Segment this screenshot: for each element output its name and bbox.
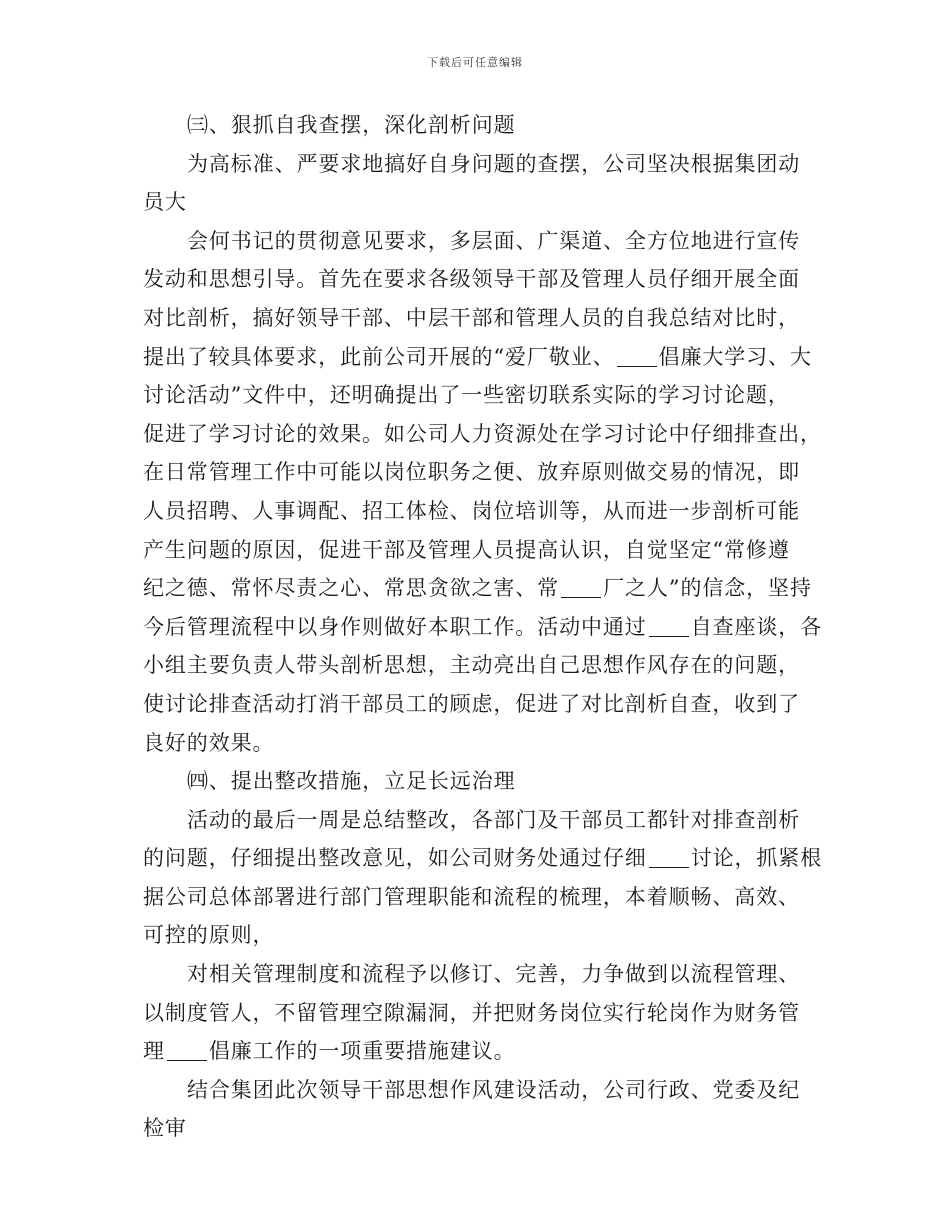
paragraph-line: [143, 260, 823, 299]
text-segment: 今后管理流程中以身作则做好本职工作。活动中通过: [143, 614, 647, 639]
paragraph-line: [143, 415, 823, 454]
fill-in-blank: [649, 614, 689, 637]
text-segment: ㈣、提出整改措施，立足长远治理: [187, 769, 516, 794]
fill-in-blank: [617, 344, 657, 367]
paragraph-line: [143, 994, 823, 1033]
text-segment: 人员招聘、人事调配、招工体检、岗位培训等，从而进一步剖析可能: [143, 498, 800, 523]
paragraph-line: [143, 685, 823, 724]
paragraph-line: [143, 299, 823, 338]
paragraph-line: [143, 338, 823, 377]
paragraph-line: [143, 839, 823, 878]
paragraph-line: [143, 183, 823, 222]
fill-in-blank: [561, 575, 601, 598]
text-segment: 产生问题的原因，促进干部及管理人员提高认识，自觉坚定“常修遵: [143, 537, 790, 562]
paragraph-line: [143, 801, 823, 840]
text-segment: 良好的效果。: [143, 730, 275, 755]
text-segment: 员大: [143, 190, 187, 215]
fill-in-blank: [649, 845, 689, 868]
text-segment: 对比剖析，搞好领导干部、中层干部和管理人员的自我总结对比时，: [143, 305, 800, 330]
text-segment: 倡廉工作的一项重要措施建议。: [208, 1039, 516, 1064]
section-heading: [143, 106, 823, 145]
paragraph-line: [143, 724, 823, 763]
text-segment: 讨论，抓紧根: [690, 846, 823, 871]
paragraph-line: [143, 453, 823, 492]
text-segment: 发动和思想引导。首先在要求各级领导干部及管理人员仔细开展全面: [143, 267, 800, 292]
text-segment: 检审: [143, 1116, 187, 1141]
text-segment: 倡廉大学习、大: [658, 344, 812, 369]
text-segment: 以制度管人，不留管理空隙漏洞，并把财务岗位实行轮岗作为财务管: [143, 1000, 800, 1025]
text-segment: 结合集团此次领导干部思想作风建设活动，公司行政、党委及纪: [187, 1077, 801, 1102]
text-segment: 对相关管理制度和流程予以修订、完善，力争做到以流程管理、: [187, 962, 801, 987]
text-segment: 自查座谈，各: [690, 614, 823, 639]
paragraph-line: [143, 878, 823, 917]
text-segment: 理: [143, 1039, 165, 1064]
text-segment: 据公司总体部署进行部门管理职能和流程的梳理，本着顺畅、高效、: [143, 884, 800, 909]
paragraph-line: [143, 608, 823, 647]
paragraph-line: [143, 376, 823, 415]
paragraph-line: [143, 145, 823, 184]
text-segment: 的问题，仔细提出整改意见，如公司财务处通过仔细: [143, 846, 647, 871]
paragraph-line: [143, 569, 823, 608]
paragraph-line: [143, 1109, 823, 1148]
document-body: [143, 106, 823, 1148]
text-segment: 会何书记的贯彻意见要求，多层面、广渠道、全方位地进行宣传: [187, 228, 801, 253]
page-header: 下载后可任意编辑: [427, 56, 523, 69]
text-segment: 小组主要负责人带头剖析思想，主动亮出自己思想作风存在的问题，: [143, 653, 800, 678]
paragraph-line: [143, 492, 823, 531]
text-segment: ㈢、狠抓自我查摆，深化剖析问题: [187, 113, 516, 137]
text-segment: 使讨论排查活动打消干部员工的顾虑，促进了对比剖析自查，收到了: [143, 691, 800, 716]
text-segment: 在日常管理工作中可能以岗位职务之便、放弃原则做交易的情况，即: [143, 460, 800, 485]
text-segment: 促进了学习讨论的效果。如公司人力资源处在学习讨论中仔细排查出，: [143, 421, 822, 446]
paragraph-line: [143, 646, 823, 685]
text-segment: 活动的最后一周是总结整改，各部门及干部员工都针对排查剖析: [187, 807, 801, 832]
text-segment: 为高标准、严要求地搞好自身问题的查摆，公司坚决根据集团动: [187, 151, 801, 176]
fill-in-blank: [167, 1038, 207, 1061]
text-segment: 讨论活动”文件中，还明确提出了一些密切联系实际的学习讨论题，: [143, 383, 790, 408]
text-segment: 可控的原则，: [143, 923, 275, 948]
paragraph-line: [143, 1071, 823, 1110]
paragraph-line: [143, 955, 823, 994]
text-segment: 提出了较具体要求，此前公司开展的“爱厂敬业、: [143, 344, 615, 369]
text-segment: 纪之德、常怀尽责之心、常思贪欲之害、常: [143, 576, 560, 601]
paragraph-line: [143, 1032, 823, 1071]
text-segment: 厂之人”的信念，坚持: [603, 576, 812, 601]
paragraph-line: [143, 916, 823, 955]
paragraph-line: [143, 222, 823, 261]
paragraph-line: [143, 531, 823, 570]
section-heading: [143, 762, 823, 801]
